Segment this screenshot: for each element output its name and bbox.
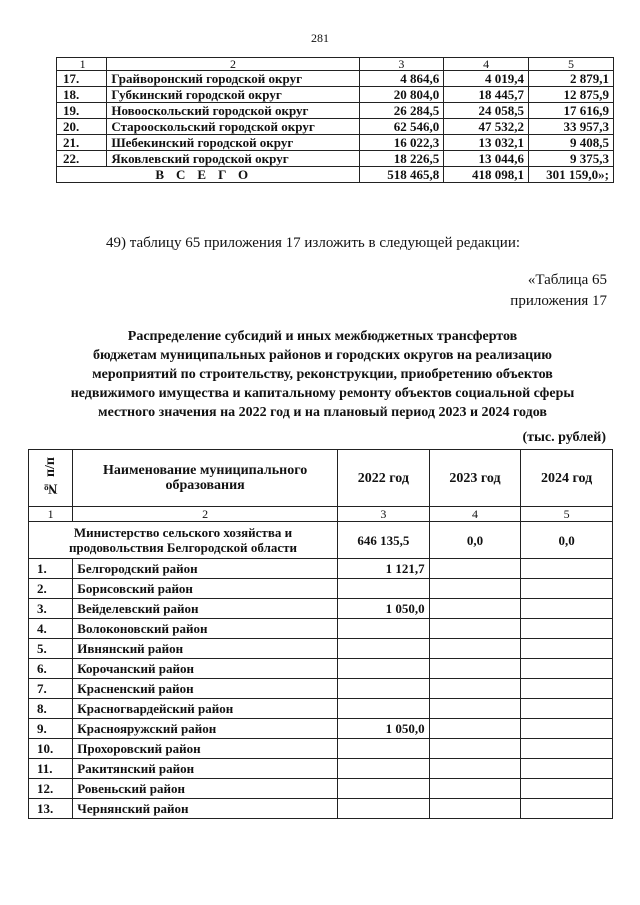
- col-num-label: № п/п: [43, 456, 59, 496]
- total-value-1: 518 465,8: [359, 167, 444, 183]
- title-line: местного значения на 2022 год и на плановый период 2023 и 2024 годов: [98, 405, 547, 420]
- numbering-cell: 1: [29, 507, 73, 522]
- value-cell: 18 445,7: [444, 87, 529, 103]
- value-cell: [337, 739, 429, 759]
- row-number: 19.: [57, 103, 107, 119]
- value-cell: 26 284,5: [359, 103, 444, 119]
- value-cell: [429, 559, 521, 579]
- value-cell: 13 044,6: [444, 151, 529, 167]
- table-row: [57, 103, 614, 119]
- row-number: 17.: [57, 71, 107, 87]
- value-cell: 9 408,5: [528, 135, 613, 151]
- ministry-value-2023: 0,0: [429, 522, 521, 559]
- district-name: Красногвардейский район: [73, 699, 338, 719]
- district-name: Краснояружский район: [73, 719, 338, 739]
- col-2023-header: 2023 год: [429, 450, 521, 507]
- table-header-row: [29, 450, 613, 507]
- amendment-paragraph: 49) таблицу 65 приложения 17 изложить в следующей редакции:: [106, 235, 521, 251]
- row-number: 4.: [29, 619, 73, 639]
- district-name: Чернянский район: [73, 799, 338, 819]
- district-name: Корочанский район: [73, 659, 338, 679]
- value-cell: 1 050,0: [337, 719, 429, 739]
- value-cell: 4 019,4: [444, 71, 529, 87]
- table-row: [57, 151, 614, 167]
- row-number: 9.: [29, 719, 73, 739]
- value-cell: 13 032,1: [444, 135, 529, 151]
- col-2024-header: 2024 год: [521, 450, 613, 507]
- value-cell: [429, 679, 521, 699]
- table-row: [29, 779, 613, 799]
- value-cell: [521, 619, 613, 639]
- value-cell: [521, 799, 613, 819]
- value-cell: [521, 559, 613, 579]
- value-cell: 24 058,5: [444, 103, 529, 119]
- table-title: [40, 327, 605, 422]
- value-cell: [429, 659, 521, 679]
- district-name: Красненский район: [73, 679, 338, 699]
- value-cell: 4 864,6: [359, 71, 444, 87]
- value-cell: [521, 719, 613, 739]
- table-row: [29, 559, 613, 579]
- value-cell: 12 875,9: [528, 87, 613, 103]
- table-row: [29, 799, 613, 819]
- title-line: бюджетам муниципальных районов и городских округов на реализацию: [93, 348, 552, 363]
- table-header-row: [57, 58, 614, 71]
- header-cell: 1: [57, 58, 107, 71]
- title-line: Распределение субсидий и иных межбюджетных трансфертов: [127, 329, 518, 344]
- value-cell: [337, 779, 429, 799]
- table-row: [57, 87, 614, 103]
- district-name: Губкинский городской округ: [107, 87, 359, 103]
- table-row: [29, 679, 613, 699]
- table-row: [57, 119, 614, 135]
- value-cell: [429, 799, 521, 819]
- col-num-header: [29, 450, 73, 507]
- value-cell: [429, 599, 521, 619]
- row-number: 5.: [29, 639, 73, 659]
- table-row: [29, 719, 613, 739]
- subsidy-table: [28, 449, 613, 819]
- value-cell: [337, 759, 429, 779]
- table-row: [29, 759, 613, 779]
- table-row: [29, 699, 613, 719]
- table-reference-line: «Таблица 65: [527, 272, 607, 288]
- continued-table: [56, 57, 614, 183]
- row-number: 7.: [29, 679, 73, 699]
- table-reference: [510, 270, 607, 312]
- value-cell: [521, 779, 613, 799]
- value-cell: [521, 659, 613, 679]
- total-value-2: 418 098,1: [444, 167, 529, 183]
- ministry-value-2022: 646 135,5: [337, 522, 429, 559]
- value-cell: [429, 739, 521, 759]
- district-name: Старооскольский городской округ: [107, 119, 359, 135]
- header-cell: 5: [528, 58, 613, 71]
- table-row: [29, 659, 613, 679]
- value-cell: [521, 679, 613, 699]
- ministry-name: Министерство сельского хозяйства и продовольствия Белгородской области: [29, 522, 338, 559]
- district-name: Ивнянский район: [73, 639, 338, 659]
- value-cell: 1 121,7: [337, 559, 429, 579]
- page-number: 281: [311, 31, 329, 45]
- district-name: Шебекинский городской округ: [107, 135, 359, 151]
- row-number: 8.: [29, 699, 73, 719]
- value-cell: 9 375,3: [528, 151, 613, 167]
- title-line: мероприятий по строительству, реконструкции, приобретению объектов: [92, 367, 553, 382]
- value-cell: [521, 599, 613, 619]
- value-cell: [429, 719, 521, 739]
- row-number: 10.: [29, 739, 73, 759]
- row-number: 22.: [57, 151, 107, 167]
- value-cell: [337, 659, 429, 679]
- district-name: Белгородский район: [73, 559, 338, 579]
- district-name: Ракитянский район: [73, 759, 338, 779]
- numbering-cell: 4: [429, 507, 521, 522]
- numbering-cell: 3: [337, 507, 429, 522]
- row-number: 1.: [29, 559, 73, 579]
- value-cell: [429, 639, 521, 659]
- ministry-row: [29, 522, 613, 559]
- row-number: 2.: [29, 579, 73, 599]
- title-line: недвижимого имущества и капитальному ремонту объектов социальной сферы: [70, 386, 575, 401]
- district-name: Новооскольский городской округ: [107, 103, 359, 119]
- district-name: Волоконовский район: [73, 619, 338, 639]
- value-cell: [521, 759, 613, 779]
- total-value-3: 301 159,0»;: [528, 167, 613, 183]
- value-cell: 1 050,0: [337, 599, 429, 619]
- table-reference-line: приложения 17: [510, 293, 607, 309]
- table-row: [57, 71, 614, 87]
- row-number: 13.: [29, 799, 73, 819]
- header-cell: 4: [444, 58, 529, 71]
- value-cell: [521, 639, 613, 659]
- value-cell: [337, 579, 429, 599]
- row-number: 20.: [57, 119, 107, 135]
- numbering-cell: 2: [73, 507, 338, 522]
- district-name: Грайворонский городской округ: [107, 71, 359, 87]
- table-row: [29, 739, 613, 759]
- total-row: [57, 167, 614, 183]
- value-cell: 62 546,0: [359, 119, 444, 135]
- value-cell: [337, 639, 429, 659]
- table-row: [57, 135, 614, 151]
- value-cell: [429, 759, 521, 779]
- header-cell: 2: [107, 58, 359, 71]
- row-number: 6.: [29, 659, 73, 679]
- column-numbering-row: [29, 507, 613, 522]
- col-name-header: Наименование муниципального образования: [73, 450, 338, 507]
- col-2022-header: 2022 год: [337, 450, 429, 507]
- table-row: [29, 639, 613, 659]
- value-cell: [521, 579, 613, 599]
- value-cell: [521, 739, 613, 759]
- row-number: 21.: [57, 135, 107, 151]
- total-label: ВСЕГО: [57, 167, 360, 183]
- value-cell: 2 879,1: [528, 71, 613, 87]
- value-cell: 20 804,0: [359, 87, 444, 103]
- value-cell: [429, 579, 521, 599]
- table-row: [29, 619, 613, 639]
- value-cell: [337, 799, 429, 819]
- value-cell: 16 022,3: [359, 135, 444, 151]
- value-cell: [429, 699, 521, 719]
- row-number: 12.: [29, 779, 73, 799]
- value-cell: 33 957,3: [528, 119, 613, 135]
- value-cell: [521, 699, 613, 719]
- row-number: 18.: [57, 87, 107, 103]
- units-label: (тыс. рублей): [522, 430, 606, 445]
- ministry-value-2024: 0,0: [521, 522, 613, 559]
- value-cell: [429, 779, 521, 799]
- district-name: Яковлевский городской округ: [107, 151, 359, 167]
- value-cell: 17 616,9: [528, 103, 613, 119]
- value-cell: [429, 619, 521, 639]
- district-name: Вейделевский район: [73, 599, 338, 619]
- value-cell: [337, 679, 429, 699]
- numbering-cell: 5: [521, 507, 613, 522]
- value-cell: 18 226,5: [359, 151, 444, 167]
- header-cell: 3: [359, 58, 444, 71]
- district-name: Прохоровский район: [73, 739, 338, 759]
- value-cell: 47 532,2: [444, 119, 529, 135]
- value-cell: [337, 699, 429, 719]
- district-name: Борисовский район: [73, 579, 338, 599]
- table-row: [29, 599, 613, 619]
- value-cell: [337, 619, 429, 639]
- row-number: 3.: [29, 599, 73, 619]
- district-name: Ровеньский район: [73, 779, 338, 799]
- table-row: [29, 579, 613, 599]
- row-number: 11.: [29, 759, 73, 779]
